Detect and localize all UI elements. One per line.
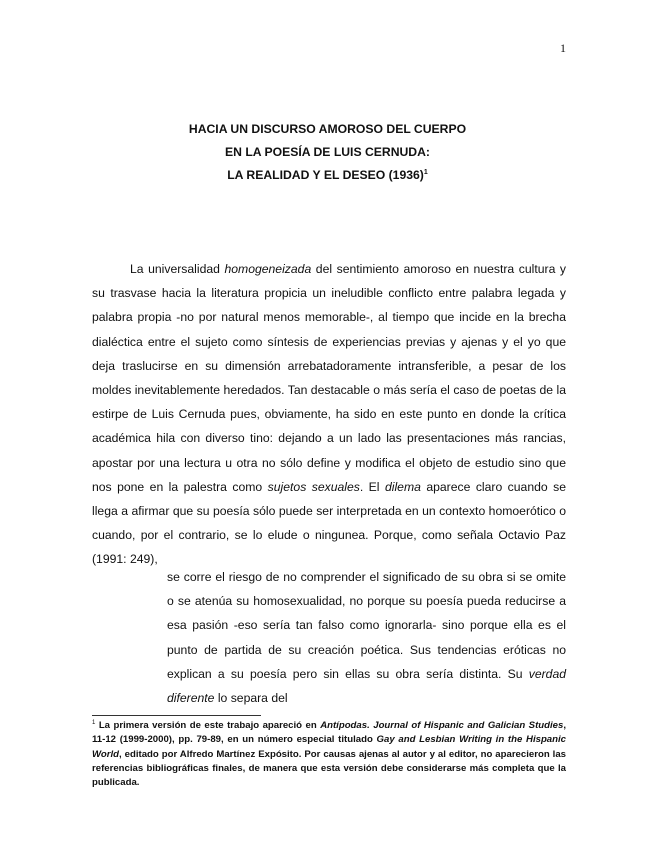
paragraph-italic: homogeneizada (224, 262, 312, 276)
paragraph-segment: del sentimiento amoroso en nuestra cultura y su trasvase hacia la literatura propicia un ineludible conflicto entre palabra legada y palabra propia -no por natural menos memorable-, al tiempo que incide en la brecha dialéctica entre el sujeto como síntesis de experiencias previas y ajenas y el yo que deja traslucirse en su dimensión arrebatadoramente intransferible, a pesar de los moldes inevitablemente heredados. Tan destacable o más sería el caso de poetas de la estirpe de Luis Cernuda pues, obviamente, ha sido en este punto en donde la crítica académica hila con diverso tino: dejando a un lado las presentaciones más rancias, apostar por una lectura u otra no sólo define y modifica el objeto de estudio sino que nos pone en la palestra como (92, 262, 566, 494)
quote-text (167, 565, 566, 710)
paragraph-text (92, 257, 566, 572)
paragraph-segment: . El (359, 479, 385, 494)
footnote-segment: , editado por Alfredo Martínez Expósito. Por causas ajenas al autor y al editor, no aparecieron las referencias bibliográficas finales, de manera que esta versión debe considerarse más completa que la publicada. (92, 748, 566, 789)
title-line-3-text: LA REALIDAD Y EL DESEO (1936) (227, 168, 424, 182)
footnote-segment: La primera versión de este trabajo apareció en (95, 720, 321, 731)
footnote-italic: Gay and Lesbian Writing in the Hispanic World (92, 734, 566, 760)
title-line-2: EN LA POESÍA DE LUIS CERNUDA: (225, 145, 430, 159)
footnote-segment: , 11-12 (1999-2000), pp. 79-89, en un número especial titulado (92, 720, 566, 746)
block-quote (167, 565, 566, 710)
body-paragraph (92, 257, 566, 572)
quote-segment: se corre el riesgo de no comprender el significado de su obra si se omite o se atenúa su homosexualidad, no porque su poesía pueda reducirse a esa pasión -eso sería tan falso como ignorarla- sino porque ella es el punto de partida de su creación poética. Sus tendencias eróticas no explican a su poesía pero sin ellas su obra sería distinta. Su (167, 570, 566, 681)
paragraph-italic: dilema (384, 479, 421, 494)
title-line-3 (0, 164, 655, 187)
footnote-mark: 1 (92, 719, 96, 726)
document-title (0, 118, 655, 187)
quote-italic: verdad diferente (167, 666, 566, 706)
footnote-divider (92, 715, 261, 716)
title-line-1: HACIA UN DISCURSO AMOROSO DEL CUERPO (188, 122, 467, 136)
title-footnote-mark: 1 (423, 168, 428, 176)
paragraph-italic: sujetos sexuales (267, 479, 360, 494)
page-number: 1 (560, 41, 566, 55)
paragraph-segment: aparece claro cuando se llega a afirmar que su poesía sólo puede ser interpretada en un contexto homoerótico o cuando, por el contrario, se lo elude o ninguneа. Porque, como señala Octavio Paz (1991: 249), (92, 479, 566, 567)
footnote-italic: Antípodas. Journal of Hispanic and Galician Studies (320, 720, 564, 731)
quote-segment: lo separa del (214, 691, 288, 706)
paragraph-segment: La universalidad (130, 262, 225, 276)
footnote (92, 719, 566, 790)
